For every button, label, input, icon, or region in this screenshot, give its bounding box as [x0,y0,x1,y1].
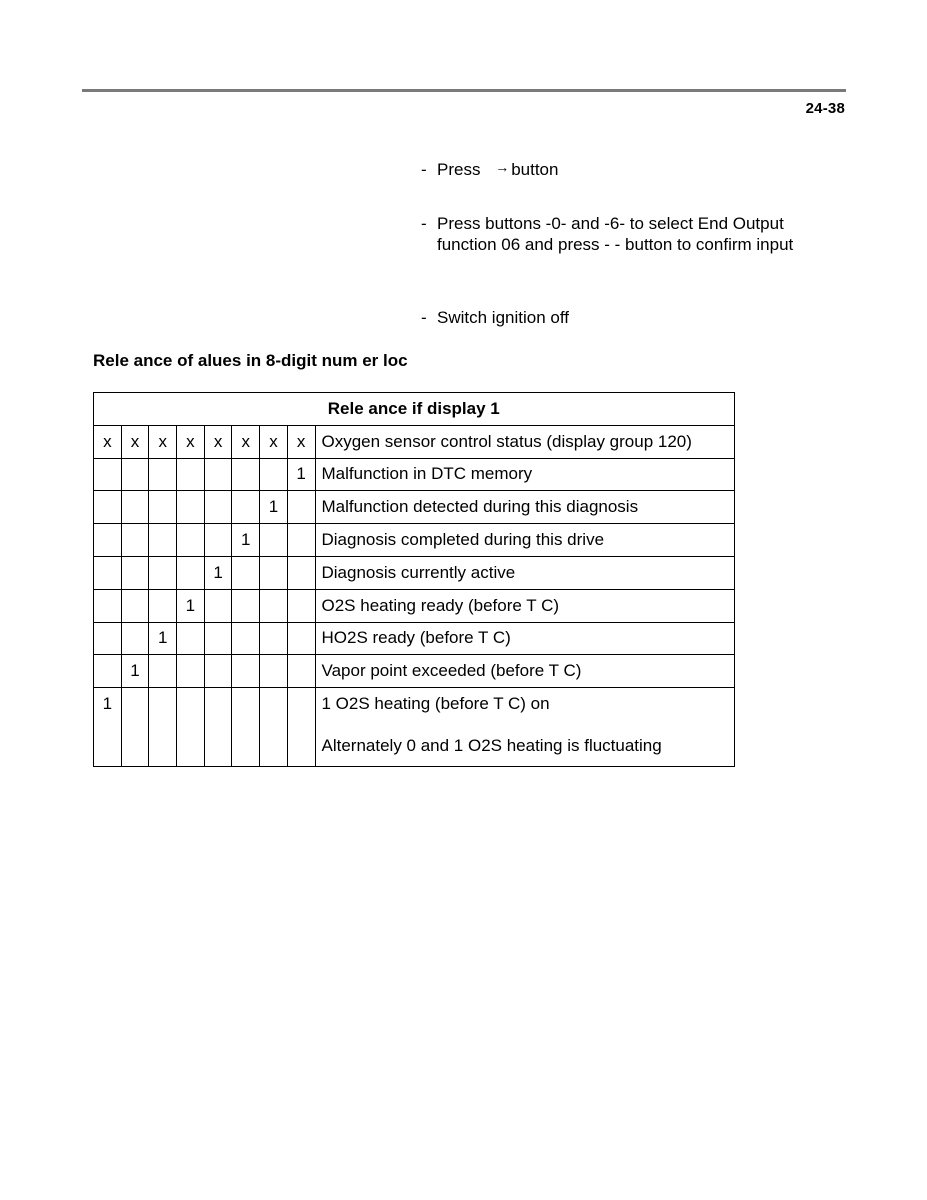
bit-cell [204,458,232,491]
bit-cell [287,491,315,524]
step-select-function [421,214,829,255]
bit-cell: x [177,425,205,458]
step-dash: - [421,308,427,327]
bit-cell [204,688,232,767]
bit-cell [149,556,177,589]
bit-cell [232,589,260,622]
page-number: 24-38 [805,100,845,117]
bit-cell [177,491,205,524]
bit-cell [121,491,149,524]
table-header-row [94,393,735,426]
bit-cell [260,458,288,491]
bit-cell [260,622,288,655]
bit-cell: 1 [121,655,149,688]
description-cell: Diagnosis completed during this drive [315,524,734,557]
description-cell: Malfunction in DTC memory [315,458,734,491]
bit-cell: 1 [177,589,205,622]
bit-cell: 1 [94,688,122,767]
bit-cell [287,655,315,688]
bit-cell: x [232,425,260,458]
bit-cell [204,622,232,655]
bit-cell [149,688,177,767]
bit-cell [232,655,260,688]
step-text-after: button [511,160,559,179]
bit-cell [232,556,260,589]
right-arrow-icon: → [495,159,510,175]
description-line-2: Alternately 0 and 1 O2S heating is fluctuating [321,736,662,756]
table-row [94,556,735,589]
bit-cell [177,556,205,589]
bit-cell [149,655,177,688]
bit-cell [260,556,288,589]
bit-cell [204,491,232,524]
bit-cell [177,524,205,557]
bit-cell [232,491,260,524]
bit-cell: x [149,425,177,458]
bit-cell: 1 [287,458,315,491]
table-row [94,655,735,688]
section-heading: Rele ance of alues in 8-digit num er loc [93,351,408,370]
bit-cell [149,458,177,491]
description-line-1: 1 O2S heating (before T C) on [321,694,550,714]
step-text [437,160,829,181]
table-row [94,458,735,491]
bit-cell [287,524,315,557]
bit-cell [204,589,232,622]
bit-cell [204,655,232,688]
bit-cell [94,622,122,655]
bit-cell [232,688,260,767]
table-row [94,688,735,767]
step-dash: - [421,160,427,179]
bit-cell [260,524,288,557]
bit-cell [260,655,288,688]
bit-cell [94,524,122,557]
table-row [94,425,735,458]
bit-cell [287,556,315,589]
bit-cell [260,688,288,767]
description-cell: HO2S ready (before T C) [315,622,734,655]
bit-cell [232,622,260,655]
step-text-before: Press [437,160,486,179]
bit-cell [94,556,122,589]
bit-cell: 1 [204,556,232,589]
bit-cell [121,458,149,491]
bit-cell [177,458,205,491]
description-cell: Oxygen sensor control status (display group 120) [315,425,734,458]
description-cell: Malfunction detected during this diagnosis [315,491,734,524]
bit-cell [287,589,315,622]
bit-cell [177,655,205,688]
description-cell: Diagnosis currently active [315,556,734,589]
table-row [94,622,735,655]
step-dash: - [421,214,427,233]
bit-cell [94,491,122,524]
table-row [94,491,735,524]
bit-cell [121,524,149,557]
bit-cell [94,655,122,688]
bit-cell [149,589,177,622]
table-row [94,589,735,622]
description-cell: Vapor point exceeded (before T C) [315,655,734,688]
table-header: Rele ance if display 1 [94,393,735,426]
bit-cell [121,556,149,589]
bit-relevance-table [93,392,735,767]
bit-cell [287,688,315,767]
bit-cell [94,458,122,491]
description-cell [315,688,734,767]
bit-cell [121,688,149,767]
table-row [94,524,735,557]
bit-cell [287,622,315,655]
bit-cell: x [204,425,232,458]
bit-cell: 1 [232,524,260,557]
bit-cell [149,491,177,524]
step-ignition-off [421,308,829,329]
bit-cell [121,589,149,622]
bit-cell: 1 [260,491,288,524]
bit-cell [260,589,288,622]
bit-cell [177,622,205,655]
bit-cell: x [260,425,288,458]
bit-cell: 1 [149,622,177,655]
step-text: Switch ignition off [437,308,569,327]
bit-cell [177,688,205,767]
bit-cell [232,458,260,491]
bit-cell: x [94,425,122,458]
description-cell: O2S heating ready (before T C) [315,589,734,622]
bit-cell [94,589,122,622]
bit-cell: x [121,425,149,458]
step-press-arrow [421,160,829,181]
header-rule [82,89,846,92]
bit-cell [121,622,149,655]
bit-cell [204,524,232,557]
bit-cell [149,524,177,557]
bit-cell: x [287,425,315,458]
step-text: Press buttons -0- and -6- to select End Output function 06 and press - - button to confirm input [437,214,794,254]
